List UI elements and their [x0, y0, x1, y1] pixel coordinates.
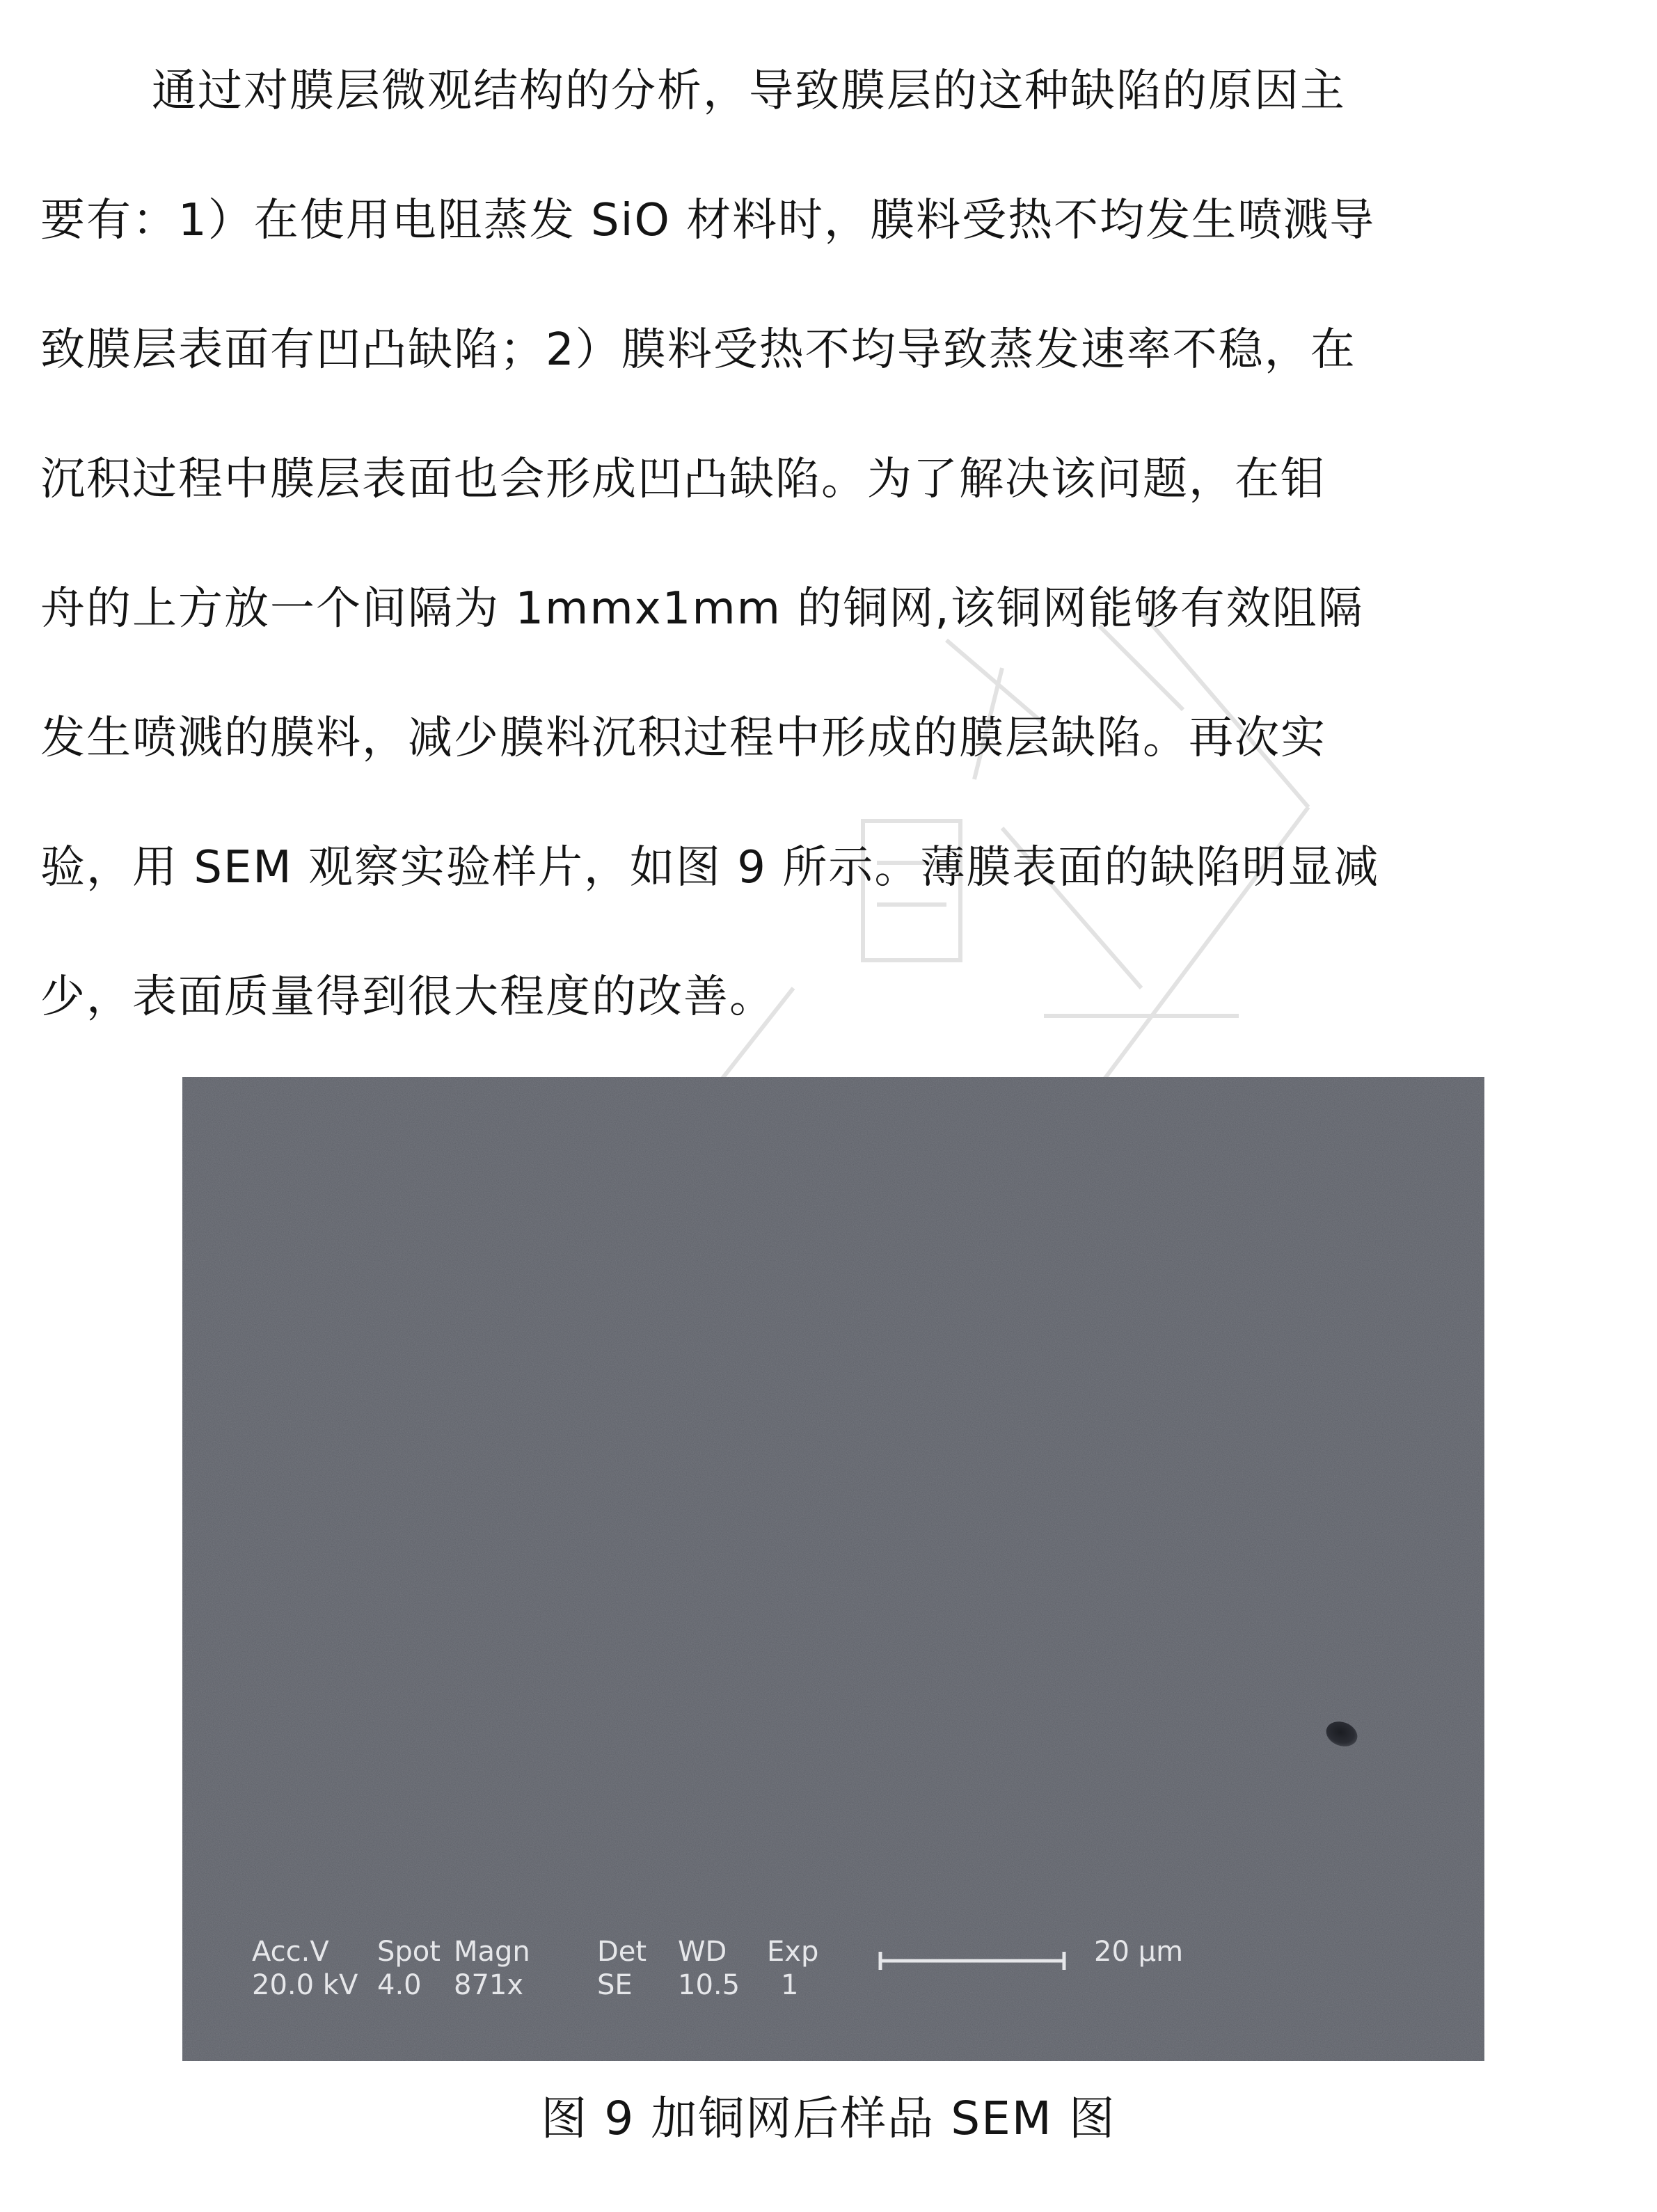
- scale-label: 20 µm: [1094, 1936, 1184, 1968]
- acc-v-value: 20.0 kV: [252, 1969, 358, 2001]
- body-paragraph: [40, 26, 1617, 1062]
- spot-header: Spot: [377, 1936, 441, 1968]
- paragraph-line: 致膜层表面有凹凸缺陷；2）膜料受热不均导致蒸发速率不稳，在: [40, 324, 1356, 376]
- paragraph-line: 舟的上方放一个间隔为 1mmx1mm 的铜网,该铜网能够有效阻隔: [40, 583, 1364, 635]
- paragraph-line: 要有：1）在使用电阻蒸发 SiO 材料时，膜料受热不均发生喷溅导: [40, 195, 1376, 246]
- det-value: SE: [597, 1969, 633, 2001]
- scale-bar: [878, 1950, 1066, 1971]
- paragraph-line: 验，用 SEM 观察实验样片，如图 9 所示。薄膜表面的缺陷明显减: [40, 842, 1380, 893]
- sem-surface-texture: [182, 1077, 1484, 2061]
- paragraph-line: 沉积过程中膜层表面也会形成凹凸缺陷。为了解决该问题，在钼: [40, 454, 1326, 505]
- acc-v-header: Acc.V: [252, 1936, 329, 1968]
- paragraph-line: 少，表面质量得到很大程度的改善。: [40, 971, 775, 1023]
- paragraph-line: 发生喷溅的膜料，减少膜料沉积过程中形成的膜层缺陷。再次实: [40, 713, 1326, 764]
- sem-micrograph: [182, 1077, 1484, 2061]
- wd-value: 10.5: [678, 1969, 740, 2001]
- spot-value: 4.0: [377, 1969, 422, 2001]
- magn-header: Magn: [454, 1936, 530, 1968]
- paragraph-line: 通过对膜层微观结构的分析，导致膜层的这种缺陷的原因主: [152, 65, 1346, 117]
- figure-caption: 图 9 加铜网后样品 SEM 图: [541, 2092, 1116, 2145]
- det-header: Det: [597, 1936, 647, 1968]
- magn-value: 871x: [454, 1969, 524, 2001]
- exp-header: Exp: [767, 1936, 819, 1968]
- wd-header: WD: [678, 1936, 727, 1968]
- exp-value: 1: [781, 1969, 799, 2001]
